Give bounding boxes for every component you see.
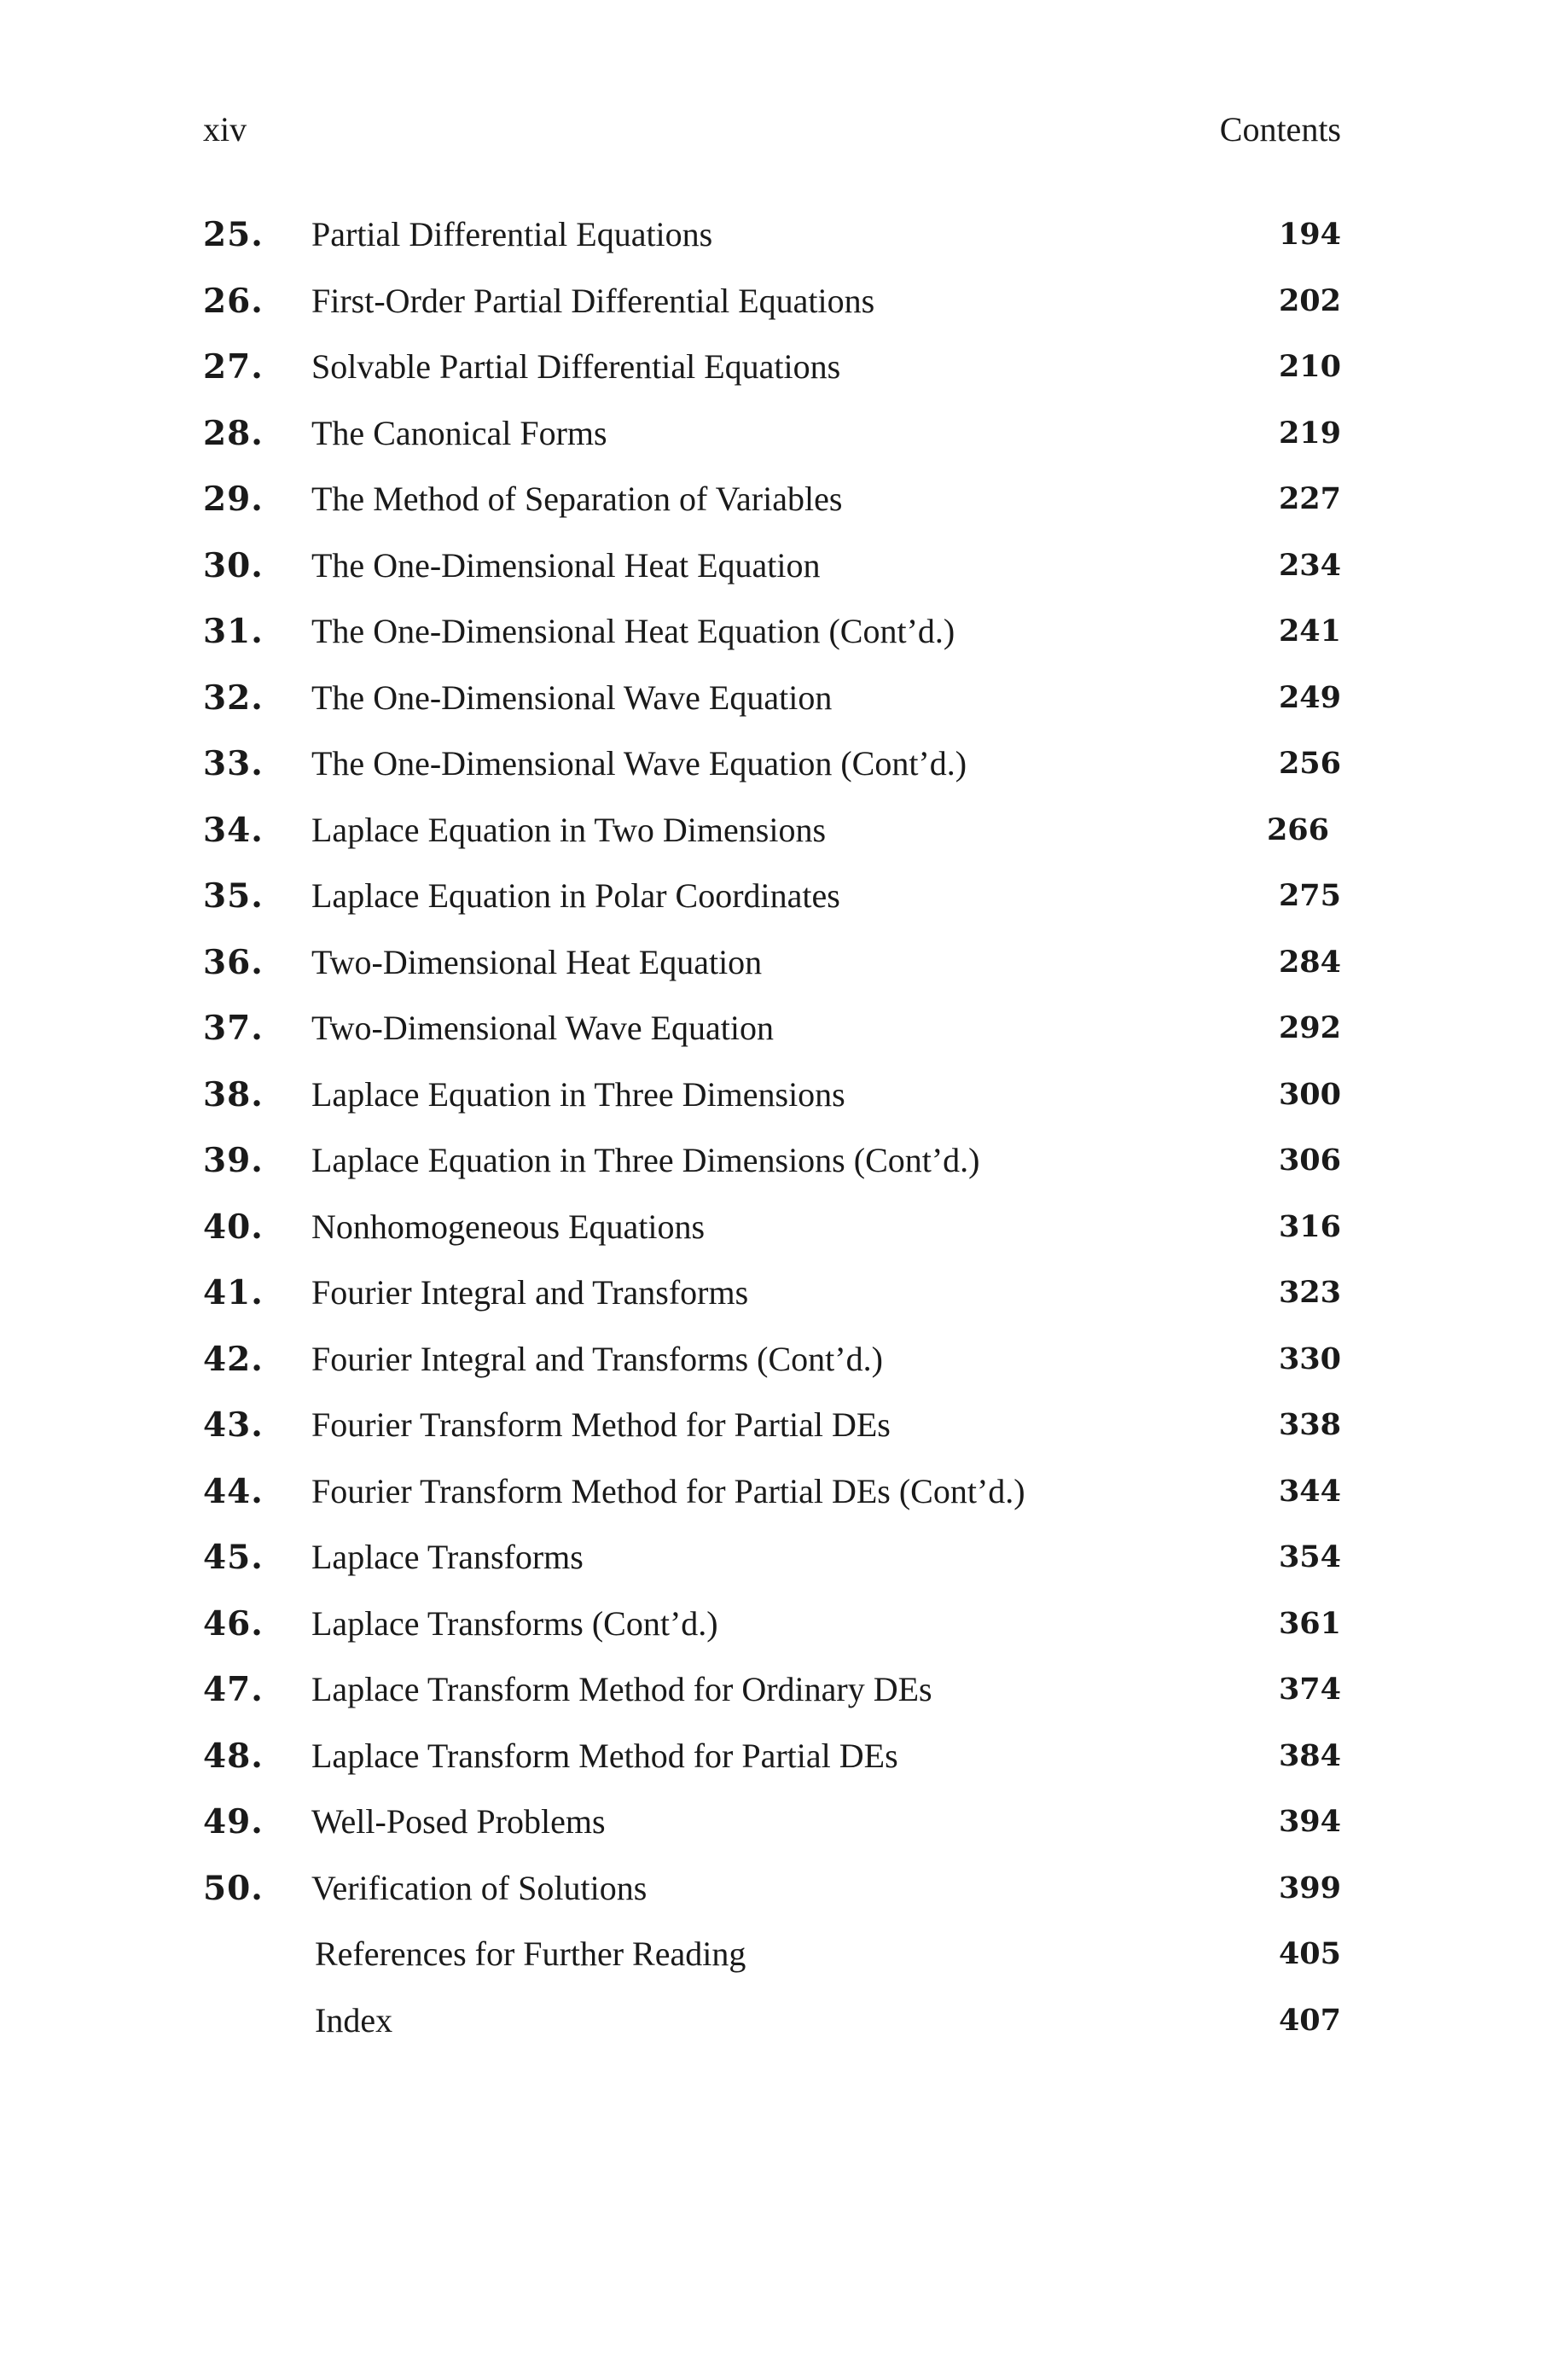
chapter-title[interactable]: References for Further Reading [315,1935,746,1973]
chapter-page-number: 361 [1278,1605,1341,1641]
chapter-page-number: 227 [1278,481,1341,516]
chapter-title[interactable]: Laplace Transforms [311,1538,584,1576]
toc-entry[interactable] [203,1929,1341,1995]
chapter-page-number: 374 [1278,1672,1341,1707]
chapter-title[interactable]: The One-Dimensional Heat Equation [311,545,821,585]
chapter-number: 30. [203,545,264,585]
chapter-page-number: 338 [1278,1407,1341,1442]
chapter-page-number: 384 [1278,1737,1341,1773]
chapter-title[interactable]: Laplace Equation in Three Dimensions [311,1074,845,1114]
chapter-number: 40. [203,1207,264,1247]
toc-entry[interactable] [203,738,1341,805]
page-number: xiv [203,110,247,148]
toc-entry[interactable] [203,1796,1341,1863]
chapter-number: 36. [203,942,264,982]
toc-entry[interactable] [203,1135,1341,1201]
chapter-number: 27. [203,347,264,387]
chapter-page-number: 241 [1278,614,1341,649]
chapter-title[interactable]: Fourier Transform Method for Partial DEs [311,1405,891,1444]
toc-entry[interactable] [203,937,1341,1004]
chapter-page-number: 306 [1278,1143,1341,1178]
toc-entry[interactable] [203,1664,1341,1731]
chapter-page-number: 407 [1278,2002,1341,2038]
chapter-title[interactable]: Nonhomogeneous Equations [311,1207,706,1246]
chapter-page-number: 300 [1278,1076,1341,1112]
chapter-title[interactable]: Laplace Transform Method for Ordinary DEs [311,1670,932,1708]
chapter-number: 50. [203,1868,264,1908]
chapter-number: 48. [203,1736,264,1776]
chapter-title[interactable]: Well-Posed Problems [311,1802,606,1841]
chapter-title[interactable]: Laplace Transforms (Cont’d.) [311,1603,718,1643]
toc-entry[interactable] [203,1995,1341,2062]
toc-entry[interactable] [203,672,1341,739]
chapter-number: 28. [203,413,264,453]
chapter-number: 44. [203,1471,264,1511]
chapter-number: 45. [203,1538,264,1577]
chapter-number: 29. [203,480,264,519]
chapter-title[interactable]: Solvable Partial Differential Equations [311,347,841,386]
chapter-number: 49. [203,1802,264,1841]
chapter-page-number: 219 [1278,415,1341,451]
chapter-title[interactable]: Fourier Integral and Transforms (Cont’d.) [311,1339,883,1378]
chapter-page-number: 256 [1278,746,1341,781]
chapter-title[interactable]: Two-Dimensional Heat Equation [311,942,763,981]
chapter-page-number: 405 [1278,1936,1341,1971]
toc-entry[interactable] [203,805,1341,871]
toc-entry[interactable] [203,606,1341,672]
chapter-title[interactable]: Laplace Equation in Polar Coordinates [311,876,840,915]
chapter-title[interactable]: The One-Dimensional Wave Equation (Cont’d.) [311,744,967,783]
chapter-number: 46. [203,1603,264,1644]
chapter-page-number: 202 [1278,282,1341,318]
chapter-title[interactable]: The Method of Separation of Variables [311,480,843,518]
chapter-number: 25. [203,215,264,254]
chapter-title[interactable]: The One-Dimensional Wave Equation [311,678,833,717]
toc-entry[interactable] [203,1334,1341,1400]
toc-entry[interactable] [203,1399,1341,1466]
chapter-number: 31. [203,612,264,651]
chapter-number: 39. [203,1141,264,1180]
toc-entry[interactable] [203,1532,1341,1598]
chapter-number: 37. [203,1009,264,1048]
toc-entry[interactable] [203,276,1341,342]
toc-entry[interactable] [203,209,1341,276]
chapter-title[interactable]: Index [315,2000,393,2039]
chapter-page-number: 330 [1278,1341,1341,1376]
toc-entry[interactable] [203,870,1341,937]
chapter-page-number: 275 [1278,878,1341,913]
toc-entry[interactable] [203,341,1341,408]
toc-entry[interactable] [203,1003,1341,1069]
toc-entry[interactable] [203,1201,1341,1268]
chapter-page-number: 316 [1278,1208,1341,1244]
chapter-page-number: 399 [1278,1870,1341,1905]
running-head [203,109,1341,160]
toc-entry[interactable] [203,408,1341,474]
chapter-title[interactable]: Fourier Transform Method for Partial DEs (Cont’d.) [311,1471,1025,1510]
toc-entry[interactable] [203,1069,1341,1136]
chapter-number: 47. [203,1670,264,1709]
toc-entry[interactable] [203,1598,1341,1665]
chapter-title[interactable]: Laplace Equation in Two Dimensions [311,810,827,849]
toc-entry[interactable] [203,1466,1341,1533]
chapter-title[interactable]: Partial Differential Equations [311,215,713,253]
chapter-number: 38. [203,1074,264,1114]
toc-entry[interactable] [203,474,1341,540]
table-of-contents [203,209,1341,2061]
chapter-title[interactable]: Two-Dimensional Wave Equation [311,1009,775,1047]
chapter-number: 33. [203,744,264,783]
chapter-title[interactable]: The One-Dimensional Heat Equation (Cont’d.) [311,612,955,650]
chapter-title[interactable]: Laplace Transform Method for Partial DEs [311,1736,898,1775]
chapter-page-number: 266 [1266,812,1329,847]
chapter-number: 35. [203,876,264,916]
chapter-title[interactable]: Fourier Integral and Transforms [311,1273,749,1312]
chapter-title[interactable]: First-Order Partial Differential Equations [311,281,875,320]
chapter-title[interactable]: Laplace Equation in Three Dimensions (Cont’d.) [311,1141,980,1179]
chapter-page-number: 249 [1278,679,1341,715]
chapter-number: 42. [203,1339,264,1379]
chapter-page-number: 284 [1278,944,1341,980]
chapter-page-number: 292 [1278,1010,1341,1045]
chapter-title[interactable]: Verification of Solutions [311,1868,648,1907]
chapter-page-number: 234 [1278,547,1341,583]
toc-entry[interactable] [203,1731,1341,1797]
chapter-number: 43. [203,1405,264,1445]
chapter-number: 34. [203,810,264,850]
chapter-page-number: 344 [1278,1473,1341,1509]
chapter-page-number: 194 [1278,217,1341,252]
chapter-title[interactable]: The Canonical Forms [311,413,607,452]
chapter-number: 41. [203,1273,264,1312]
toc-entry[interactable] [203,540,1341,607]
section-title: Contents [1219,110,1341,148]
chapter-page-number: 210 [1278,349,1341,384]
chapter-page-number: 354 [1278,1539,1341,1574]
toc-entry[interactable] [203,1267,1341,1334]
chapter-number: 26. [203,281,264,321]
chapter-number: 32. [203,678,264,718]
chapter-page-number: 394 [1278,1804,1341,1839]
toc-entry[interactable] [203,1863,1341,1929]
chapter-page-number: 323 [1278,1275,1341,1310]
